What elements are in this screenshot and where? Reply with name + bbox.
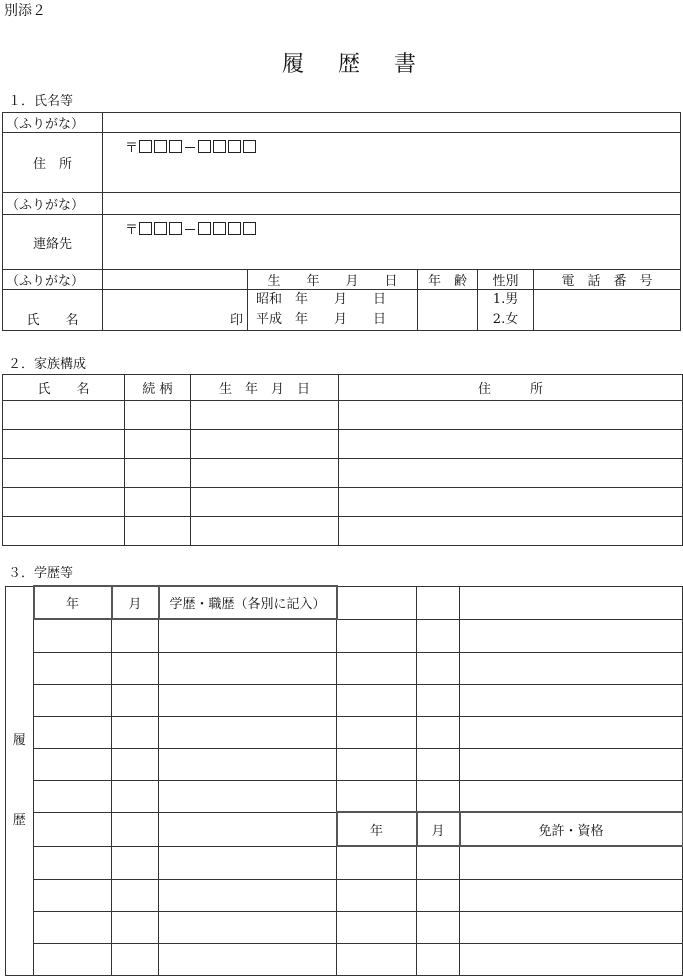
family-header-relation: 続 柄 (125, 375, 191, 401)
table-row (6, 846, 683, 879)
cell[interactable] (159, 652, 337, 684)
section3-heading: ３．学歴等 (8, 566, 74, 581)
table-row (3, 459, 683, 488)
table-row (6, 619, 683, 652)
cell[interactable] (159, 684, 337, 716)
table-row (6, 780, 683, 812)
family-address-cell[interactable] (339, 430, 683, 459)
family-relation-cell[interactable] (125, 517, 191, 546)
side-label-2: 歴 (12, 812, 26, 828)
cell[interactable] (34, 911, 112, 943)
personal-info-table (2, 112, 681, 331)
cell[interactable] (460, 780, 683, 812)
cell[interactable] (337, 943, 417, 975)
cell[interactable] (112, 879, 159, 911)
cell[interactable] (34, 943, 112, 975)
gender-header: 性別 (478, 270, 534, 290)
side-label-1: 履 (12, 732, 26, 748)
cell[interactable] (34, 652, 112, 684)
contact-furigana-field[interactable] (103, 193, 681, 215)
furigana-label: （ふりがな） (3, 193, 103, 215)
cell[interactable] (337, 879, 417, 911)
cell[interactable] (112, 716, 159, 748)
family-address-cell[interactable] (339, 401, 683, 430)
seal-mark: 印 (229, 313, 243, 328)
family-name-cell[interactable] (3, 401, 125, 430)
cell[interactable] (159, 812, 337, 846)
table-row (3, 401, 683, 430)
cell[interactable] (337, 652, 417, 684)
cell[interactable] (34, 684, 112, 716)
license-header: 免許・資格 (460, 812, 683, 846)
name-furigana-field[interactable] (103, 270, 248, 290)
furigana-label: （ふりがな） (3, 270, 103, 290)
age-header: 年 齢 (418, 270, 478, 290)
address-label: 住 所 (3, 133, 103, 193)
cell[interactable] (417, 846, 460, 879)
era-showa: 昭和 (256, 292, 283, 307)
history-table (5, 585, 683, 976)
cell[interactable] (112, 652, 159, 684)
cell[interactable] (417, 943, 460, 975)
contact-label: 連絡先 (3, 215, 103, 270)
family-birthdate-cell[interactable] (191, 459, 339, 488)
cell[interactable] (337, 780, 417, 812)
phone-header: 電 話 番 号 (534, 270, 681, 290)
family-name-cell[interactable] (3, 517, 125, 546)
ymd-label: 年 月 日 (295, 312, 387, 327)
cell[interactable] (417, 780, 460, 812)
license-year-header: 年 (337, 812, 417, 846)
table-row (6, 812, 683, 846)
table-row (6, 879, 683, 911)
cell[interactable] (159, 619, 337, 652)
cell[interactable] (460, 684, 683, 716)
cell[interactable] (460, 652, 683, 684)
cell[interactable] (337, 586, 417, 619)
cell[interactable] (337, 846, 417, 879)
postal-mark: 〒 (125, 223, 139, 238)
family-header-address: 住 所 (339, 375, 683, 401)
family-header-birthdate: 生 年 月 日 (191, 375, 339, 401)
document-title: 履 歴 書 (282, 52, 423, 77)
cell[interactable] (337, 684, 417, 716)
cell[interactable] (417, 716, 460, 748)
cell[interactable] (159, 846, 337, 879)
family-table (2, 374, 683, 546)
cell[interactable] (34, 780, 112, 812)
cell[interactable] (337, 911, 417, 943)
furigana-label: （ふりがな） (3, 113, 103, 133)
cell[interactable] (159, 716, 337, 748)
cell[interactable] (417, 748, 460, 780)
history-side-label (6, 586, 34, 975)
age-field[interactable] (418, 290, 478, 331)
cell[interactable] (34, 879, 112, 911)
attachment-label: 別添２ (4, 3, 46, 19)
license-month-header: 月 (417, 812, 460, 846)
table-row (6, 684, 683, 716)
name-label: 氏 名 (3, 290, 103, 331)
cell[interactable] (112, 619, 159, 652)
table-row (3, 517, 683, 546)
name-field[interactable] (103, 290, 248, 331)
family-birthdate-cell[interactable] (191, 401, 339, 430)
family-relation-cell[interactable] (125, 459, 191, 488)
family-birthdate-cell[interactable] (191, 430, 339, 459)
cell[interactable] (417, 911, 460, 943)
cell[interactable] (159, 879, 337, 911)
cell[interactable] (460, 586, 683, 619)
section1-heading: １．氏名等 (8, 94, 74, 109)
cell[interactable] (159, 780, 337, 812)
cell[interactable] (337, 748, 417, 780)
cell[interactable] (34, 846, 112, 879)
history-header: 学歴・職歴（各別に記入） (159, 586, 337, 619)
cell[interactable] (417, 586, 460, 619)
address-field[interactable] (103, 133, 681, 193)
cell[interactable] (460, 619, 683, 652)
family-address-cell[interactable] (339, 488, 683, 517)
family-name-cell[interactable] (3, 430, 125, 459)
cell[interactable] (417, 652, 460, 684)
cell[interactable] (159, 748, 337, 780)
gender-field[interactable] (478, 290, 534, 331)
cell[interactable] (34, 812, 112, 846)
table-row (6, 748, 683, 780)
cell[interactable] (417, 684, 460, 716)
gender-female-option[interactable]: 2.女 (492, 312, 519, 327)
cell[interactable] (112, 748, 159, 780)
table-row (3, 430, 683, 459)
family-address-cell[interactable] (339, 459, 683, 488)
family-birthdate-cell[interactable] (191, 517, 339, 546)
cell[interactable] (460, 879, 683, 911)
cell[interactable] (159, 943, 337, 975)
cell[interactable] (112, 780, 159, 812)
cell[interactable] (337, 619, 417, 652)
address-furigana-field[interactable] (103, 113, 681, 133)
cell[interactable] (34, 716, 112, 748)
family-relation-cell[interactable] (125, 401, 191, 430)
section2-heading: ２．家族構成 (8, 357, 87, 372)
cell[interactable] (417, 619, 460, 652)
cell[interactable] (34, 619, 112, 652)
cell[interactable] (460, 911, 683, 943)
family-relation-cell[interactable] (125, 488, 191, 517)
table-row (6, 943, 683, 975)
phone-field[interactable] (534, 290, 681, 331)
family-birthdate-cell[interactable] (191, 488, 339, 517)
cell[interactable] (460, 748, 683, 780)
table-row (6, 652, 683, 684)
cell[interactable] (417, 879, 460, 911)
cell[interactable] (34, 748, 112, 780)
cell[interactable] (337, 716, 417, 748)
birthdate-field[interactable] (248, 290, 418, 331)
cell[interactable] (112, 943, 159, 975)
family-address-cell[interactable] (339, 517, 683, 546)
contact-field[interactable] (103, 215, 681, 270)
history-month-header: 月 (112, 586, 159, 619)
table-row (3, 488, 683, 517)
family-relation-cell[interactable] (125, 430, 191, 459)
cell[interactable] (159, 911, 337, 943)
birthdate-header: 生 年 月 日 (248, 270, 418, 290)
postal-mark: 〒 (125, 141, 139, 156)
family-name-cell[interactable] (3, 459, 125, 488)
cell[interactable] (112, 684, 159, 716)
table-row (6, 716, 683, 748)
cell[interactable] (112, 911, 159, 943)
cell[interactable] (460, 846, 683, 879)
era-heisei: 平成 (256, 312, 283, 327)
cell[interactable] (460, 943, 683, 975)
family-header-name: 氏 名 (3, 375, 125, 401)
family-name-cell[interactable] (3, 488, 125, 517)
cell[interactable] (112, 812, 159, 846)
gender-male-option[interactable]: 1.男 (492, 292, 519, 307)
cell[interactable] (112, 846, 159, 879)
history-year-header: 年 (34, 586, 112, 619)
table-row (6, 911, 683, 943)
ymd-label: 年 月 日 (295, 292, 387, 307)
cell[interactable] (460, 716, 683, 748)
